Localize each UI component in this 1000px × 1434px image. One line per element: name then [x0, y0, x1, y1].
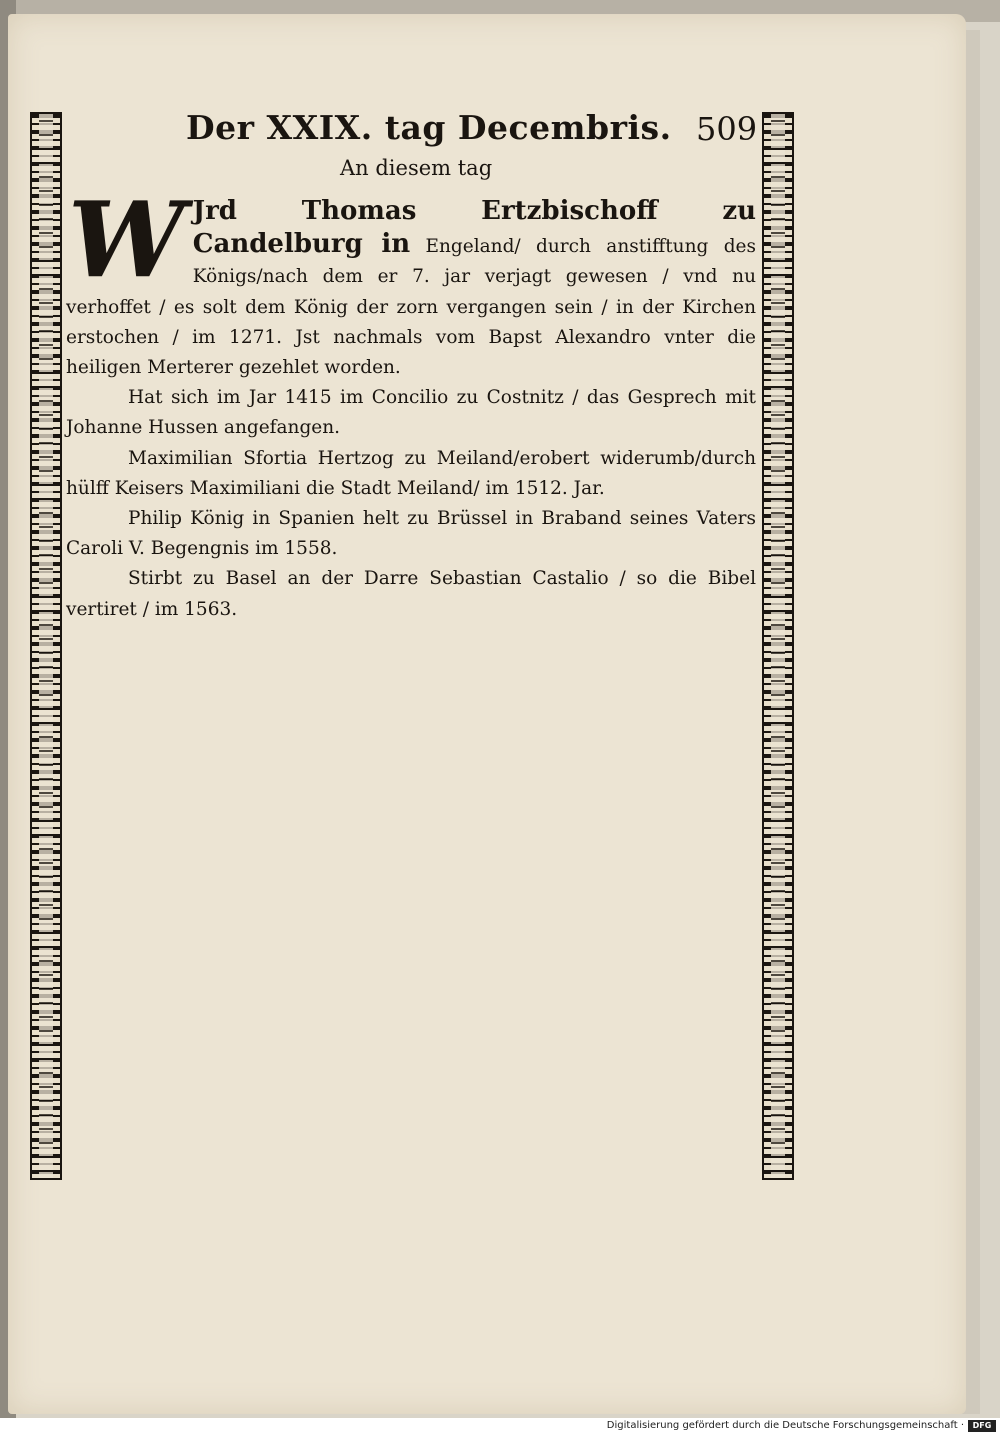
paragraph-castalio: Stirbt zu Basel an der Darre Sebastian Castalio / so die Bibel vertiret / im 1563. — [66, 568, 756, 620]
dfg-logo: DFG — [968, 1420, 996, 1432]
footer-credit: Digitalisierung gefördert durch die Deutsche Forschungsgemeinschaft · — [606, 1420, 964, 1431]
main-text — [66, 178, 756, 625]
paragraph-hus: Hat sich im Jar 1415 im Concilio zu Costnitz / das Gesprech mit Johanne Hussen angefangen. — [66, 387, 756, 439]
paragraph-first-line: Jrd Thomas Ertzbischoff zu Candelburg in — [192, 196, 756, 260]
ornamental-border-right — [762, 112, 794, 1180]
page-subtitle: An diesem tag — [340, 156, 493, 180]
paragraph-thomas — [66, 178, 756, 383]
page-number: 509 — [696, 110, 758, 148]
drop-cap-initial: W — [68, 178, 185, 301]
ornamental-border-left — [30, 112, 62, 1180]
paragraph-text: Engeland/ durch anstifftung des Königs/nach dem er 7. jar verjagt gewesen / vnd nu verhoffet / es solt dem König der zorn vergangen sein / in der Kirchen erstochen / im 1271. Jst nachmals vom Bapst Alexandro vnter die heiligen Merterer gezehlet worden. — [66, 236, 756, 379]
paragraph-philip: Philip König in Spanien helt zu Brüssel in Braband seines Vaters Caroli V. Begengnis im 1558. — [66, 508, 756, 560]
page-header: Der XXIX. tag Decembris. — [186, 108, 672, 147]
paragraph-sforza: Maximilian Sfortia Hertzog zu Meiland/erobert widerumb/durch hülff Keisers Maximiliani die Stadt Meiland/ im 1512. Jar. — [66, 447, 756, 499]
